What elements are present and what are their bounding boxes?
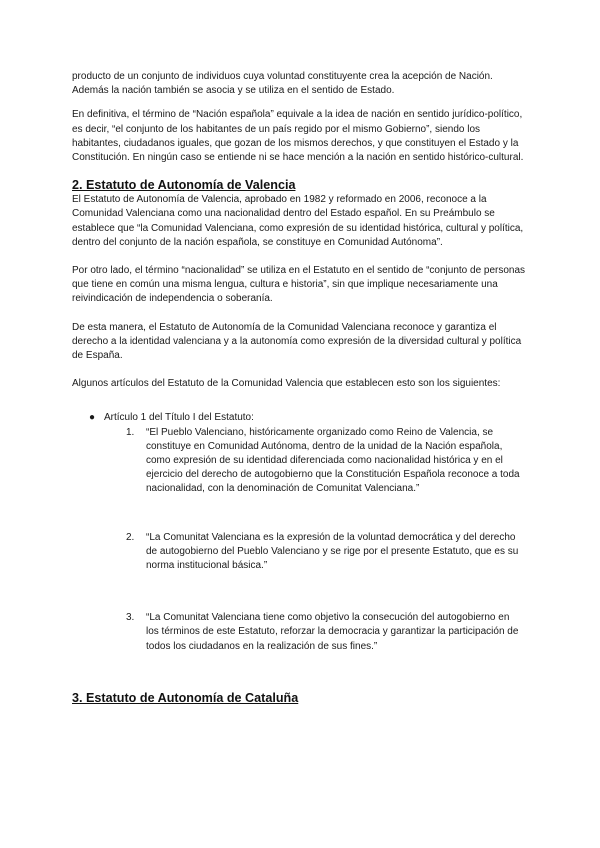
paragraph-identidad-valenciana: De esta manera, el Estatuto de Autonomía de la Comunidad Valenciana reconoce y garantiza el derecho a la identidad valenciana y a la autonomía como expresión de la diversidad cultural y política de España.	[72, 321, 522, 362]
list-item	[72, 531, 520, 574]
paragraph-nacion-definicion: producto de un conjunto de individuos cuya voluntad constituyente crea la acepción de Nación. Además la nación también se asocia y se utiliza en el sentido de Estado.	[72, 71, 493, 97]
bullet-label: Artículo 1 del Título I del Estatuto:	[104, 412, 254, 424]
section-heading-valencia: 2. Estatuto de Autonomía de Valencia	[72, 178, 296, 193]
list-item	[72, 611, 520, 654]
paragraph-nacion-espanola: En definitiva, el término de “Nación española” equivale a la idea de nación en sentido jurídico-político, es decir, “el conjunto de los habitantes de un país regido por el mismo Gobierno”, siendo los habitantes, ciudadanos iguales, que gozan de los mismos derechos, y que constituyen el Estado y la Constitución. En ningún caso se entiende ni se hace mención a la nación en sentido histórico-cultural.	[72, 109, 524, 164]
bullet-marker: ●	[89, 412, 96, 424]
section-heading-cataluna: 3. Estatuto de Autonomía de Cataluña	[72, 690, 299, 705]
paragraph-nacionalidad: Por otro lado, el término “nacionalidad” se utiliza en el Estatuto en el sentido de “conjunto de personas que tiene en común una misma lengua, cultura e historia”, sin que implique necesariamente una reivindicación de independencia o soberanía.	[72, 265, 526, 305]
bullet-item-articulo-1	[72, 411, 530, 425]
list-number: 2.	[126, 531, 135, 543]
document-page	[72, 70, 530, 706]
list-item	[72, 426, 520, 497]
list-item-text: “La Comunitat Valenciana es la expresión de la voluntad democrática y del derecho de autogobierno del Pueblo Valenciano y se rige por el presente Estatuto, que es su norma institucional básica.”	[146, 531, 519, 572]
list-item-text: “La Comunitat Valenciana tiene como objetivo la consecución del autogobierno en los términos de este Estatuto, reforzar la democracia y garantizar la participación de todos los ciudadanos en la realización de sus fines.”	[146, 612, 519, 652]
list-number: 1.	[126, 426, 135, 438]
paragraph-articulos-intro: Algunos artículos del Estatuto de la Comunidad Valencia que establecen esto son los siguientes:	[72, 378, 501, 390]
list-item-text: “El Pueblo Valenciano, históricamente organizado como Reino de Valencia, se constituye en Comunidad Autónoma, dentro de la unidad de la Nación española, como expresión de su identidad diferenciada como nacionalidad histórica y en el ejercicio del derecho de autogobierno que la Constitución Española reconoce a toda nacionalidad, con la denominación de Comunitat Valenciana.”	[146, 426, 520, 495]
paragraph-estatuto-valencia: El Estatuto de Autonomía de Valencia, aprobado en 1982 y reformado en 2006, reconoce a la Comunidad Valenciana como una nacionalidad dentro del Estado español. En su Preámbulo se establece que “la Comunidad Valenciana, como expresión de su identidad histórica, cultural y política, dentro del conjunto de la nación española, se constituye en Comunidad Autónoma”.	[72, 194, 524, 248]
numbered-list	[72, 426, 530, 654]
list-number: 3.	[126, 612, 135, 624]
